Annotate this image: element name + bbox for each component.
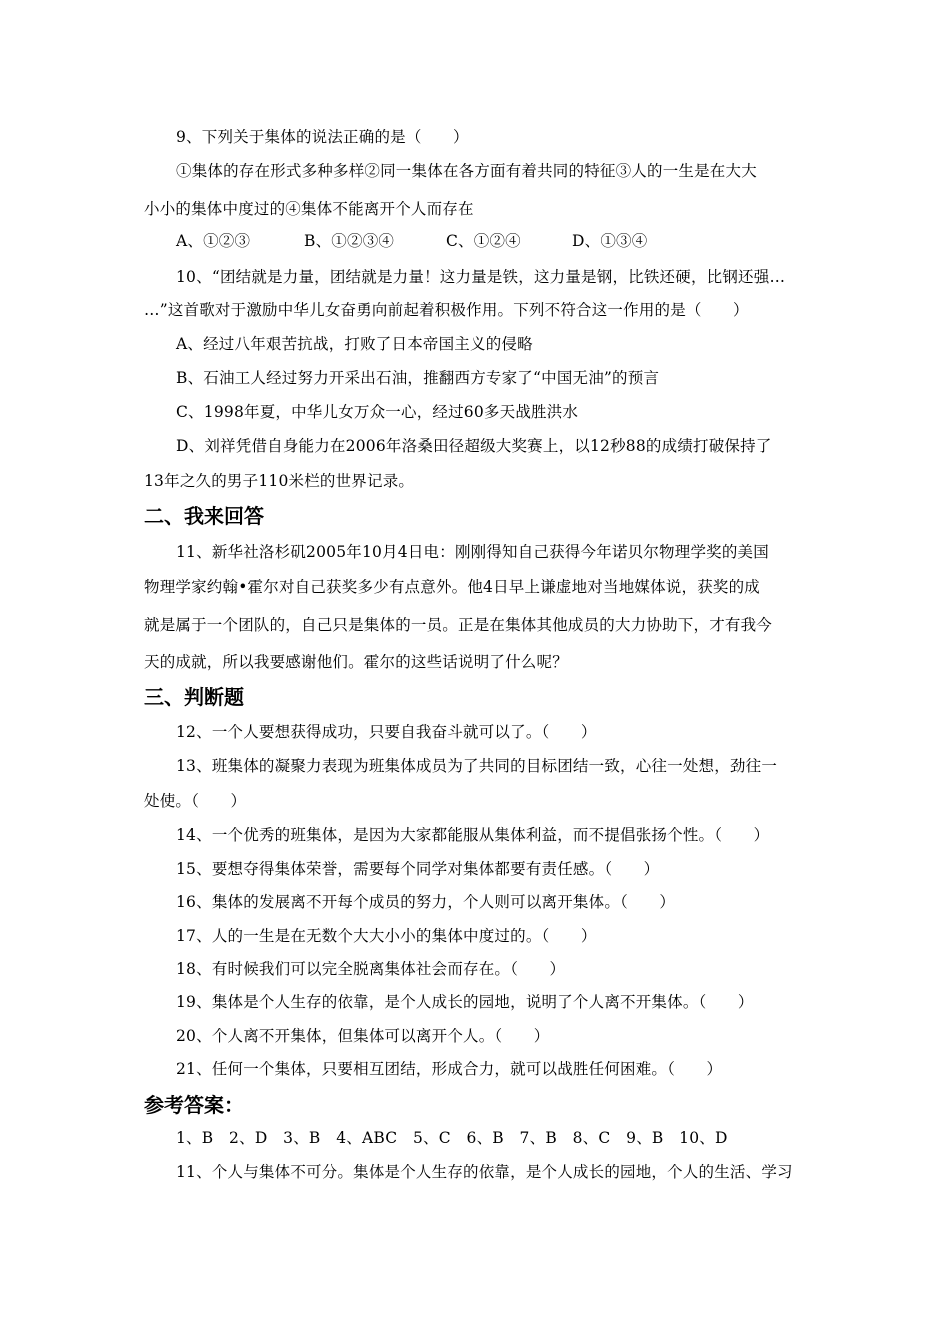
q9-option-d: D、①③④ (572, 232, 648, 250)
q12: 12、一个人要想获得成功，只要自我奋斗就可以了。（ ） (176, 723, 597, 741)
q9-statements-line2: 小小的集体中度过的④集体不能离开个人而存在 (144, 200, 474, 218)
q13-line1: 13、班集体的凝聚力表现为班集体成员为了共同的目标团结一致，心往一处想，劲往一 (176, 757, 778, 775)
answers-title: 参考答案： (144, 1093, 244, 1117)
q11-line4: 天的成就，所以我要感谢他们。霍尔的这些话说明了什么呢？ (144, 653, 568, 671)
q14: 14、一个优秀的班集体，是因为大家都能服从集体利益，而不提倡张扬个性。（ ） (176, 826, 770, 844)
q10-option-b: B、石油工人经过努力开采出石油，推翻西方专家了“中国无油”的预言 (176, 369, 660, 387)
q10-option-d-line2: 13年之久的男子110米栏的世界记录。 (144, 472, 415, 490)
q9-option-b: B、①②③④ (304, 232, 395, 250)
q21: 21、任何一个集体，只要相互团结，形成合力，就可以战胜任何困难。（ ） (176, 1060, 723, 1078)
q10-stem-line1: 10、“团结就是力量，团结就是力量！这力量是铁，这力量是钢，比铁还硬，比钢还强… (176, 268, 786, 286)
section2-title: 二、我来回答 (144, 504, 264, 528)
answers-line1: 1、B 2、D 3、B 4、ABC 5、C 6、B 7、B 8、C 9、B 10、D (176, 1129, 728, 1147)
q9-option-c: C、①②④ (446, 232, 521, 250)
q16: 16、集体的发展离不开每个成员的努力，个人则可以离开集体。（ ） (176, 893, 676, 911)
q9-stem: 9、下列关于集体的说法正确的是（ ） (176, 128, 469, 146)
q17: 17、人的一生是在无数个大大小小的集体中度过的。（ ） (176, 927, 597, 945)
q11-line1: 11、新华社洛杉矶2005年10月4日电：刚刚得知自己获得今年诺贝尔物理学奖的美国 (176, 543, 769, 561)
q10-option-d-line1: D、刘祥凭借自身能力在2006年洛桑田径超级大奖赛上，以12秒88的成绩打破保持了 (176, 437, 772, 455)
q10-option-a: A、经过八年艰苦抗战，打败了日本帝国主义的侵略 (176, 335, 533, 353)
q19: 19、集体是个人生存的依靠，是个人成长的园地，说明了个人离不开集体。（ ） (176, 993, 754, 1011)
q20: 20、个人离不开集体，但集体可以离开个人。（ ） (176, 1027, 550, 1045)
q15: 15、要想夺得集体荣誉，需要每个同学对集体都要有责任感。（ ） (176, 860, 660, 878)
q10-stem-line2: …”这首歌对于激励中华儿女奋勇向前起着积极作用。下列不符合这一作用的是（ ） (144, 301, 749, 319)
q10-option-c: C、1998年夏，中华儿女万众一心，经过60多天战胜洪水 (176, 403, 579, 421)
q9-options (176, 230, 816, 252)
q11-line2: 物理学家约翰•霍尔对自己获奖多少有点意外。他4日早上谦虚地对当地媒体说，获奖的成 (144, 578, 761, 596)
q11-line3: 就是属于一个团队的，自己只是集体的一员。正是在集体其他成员的大力协助下，才有我今 (144, 616, 773, 634)
section3-title: 三、判断题 (144, 685, 244, 709)
q9-option-a: A、①②③ (176, 232, 251, 250)
q13-line2: 处使。（ ） (144, 792, 247, 810)
answers-line2: 11、个人与集体不可分。集体是个人生存的依靠，是个人成长的园地，个人的生活、学习 (176, 1163, 793, 1181)
q9-statements-line1: ①集体的存在形式多种多样②同一集体在各方面有着共同的特征③人的一生是在大大 (176, 162, 757, 180)
q18: 18、有时候我们可以完全脱离集体社会而存在。（ ） (176, 960, 566, 978)
